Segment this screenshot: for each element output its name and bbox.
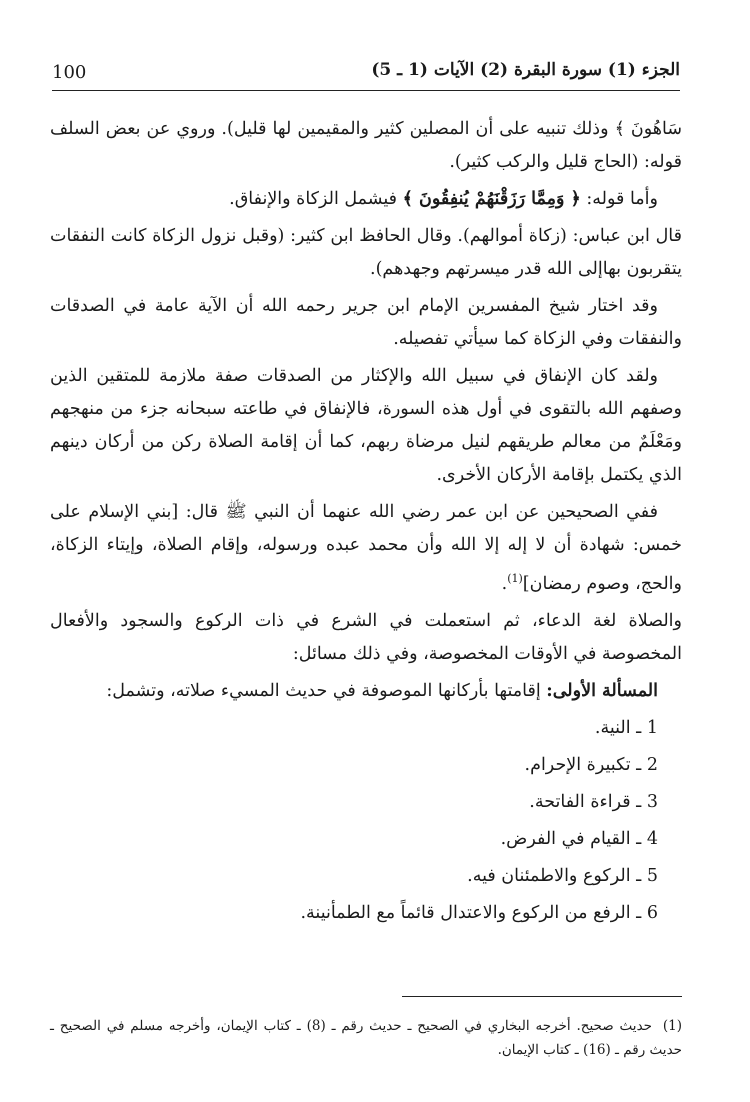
- footnote: [50, 1014, 682, 1062]
- paragraph-2-tail: فيشمل الزكاة والإنفاق.: [229, 189, 398, 209]
- list-item: 1 ـ النية.: [594, 717, 658, 738]
- list-item: 5 ـ الركوع والاطمئنان فيه.: [467, 865, 658, 886]
- footnote-divider: [402, 996, 682, 997]
- paragraph-2-lead: وأما قوله:: [586, 189, 658, 209]
- footnote-marker: (1): [662, 1018, 682, 1034]
- paragraph-5: ولقد كان الإنفاق في سبيل الله والإكثار من الصدقات صفة ملازمة للمتقين الذين وصفهم الله بالتقوى في أول هذه السورة، فالإنفاق في طاعته سبحانه جزء من منهجهم ومَعْلَمٌ من معالم طريقهم لنيل مرضاة ربهم، كما أن إقامة الصلاة ركن من أركان دينهم الذي يكتمل بإقامة الأركان الأخرى.: [50, 366, 682, 485]
- paragraph-2: [50, 183, 682, 216]
- paragraph-4: وقد اختار شيخ المفسرين الإمام ابن جرير رحمه الله أن الآية عامة في الصدقات والنفقات وفي الزكاة كما سيأتي تفصيله.: [50, 296, 682, 349]
- list-item: 3 ـ قراءة الفاتحة.: [529, 791, 658, 812]
- issue-heading: المسألة الأولى:: [546, 680, 658, 701]
- paragraph-6-end: .: [501, 573, 508, 594]
- quran-verse: ﴿ وَمِمَّا رَزَقْنَهُمْ يُنفِقُونَ ﴾: [402, 189, 581, 209]
- list-item: 2 ـ تكبيرة الإحرام.: [524, 754, 658, 775]
- page-header: [52, 60, 680, 91]
- paragraph-8: [50, 675, 682, 708]
- paragraph-6-text: ففي الصحيحين عن ابن عمر رضي الله عنهما أن النبي ﷺ قال: [بني الإسلام على خمس: شهادة أن لا إله إلا الله وأن محمد عبده ورسوله، وإقام الصلاة، وإيتاء الزكاة، والحج، وصوم رمضان]: [50, 502, 682, 594]
- paragraph-3: قال ابن عباس: (زكاة أموالهم). وقال الحافظ ابن كثير: (وقبل نزول الزكاة كانت النفقات يتقربون بهاإلى الله قدر ميسرتهم وجهدهم).: [50, 226, 682, 279]
- list-item: 6 ـ الرفع من الركوع والاعتدال قائماً مع الطمأنينة.: [300, 902, 658, 923]
- paragraph-1: سَاهُونَ ﴾ وذلك تنبيه على أن المصلين كثير والمقيمين لها قليل). وروي عن بعض السلف قوله: (الحاج قليل والركب كثير).: [50, 119, 682, 172]
- footnote-reference[interactable]: (1): [507, 572, 523, 585]
- paragraph-6: [50, 496, 682, 601]
- page-number: 100: [52, 62, 87, 83]
- footnote-text: حديث صحيح. أخرجه البخاري في الصحيح ـ حديث رقم ـ (8) ـ كتاب الإيمان، وأخرجه مسلم في الصحيح ـ حديث رقم ـ (16) ـ كتاب الإيمان.: [50, 1018, 682, 1058]
- list-item: 4 ـ القيام في الفرض.: [500, 828, 658, 849]
- paragraph-7: والصلاة لغة الدعاء، ثم استعملت في الشرع في ذات الركوع والسجود والأفعال المخصوصة في الأوقات المخصوصة، وفي ذلك مسائل:: [50, 610, 682, 664]
- paragraph-8-rest: إقامتها بأركانها الموصوفة في حديث المسيء صلاته، وتشمل:: [106, 680, 541, 701]
- page-body: [50, 113, 682, 930]
- running-head: الجزء (1) سورة البقرة (2) الآيات (1 ـ 5): [371, 60, 680, 80]
